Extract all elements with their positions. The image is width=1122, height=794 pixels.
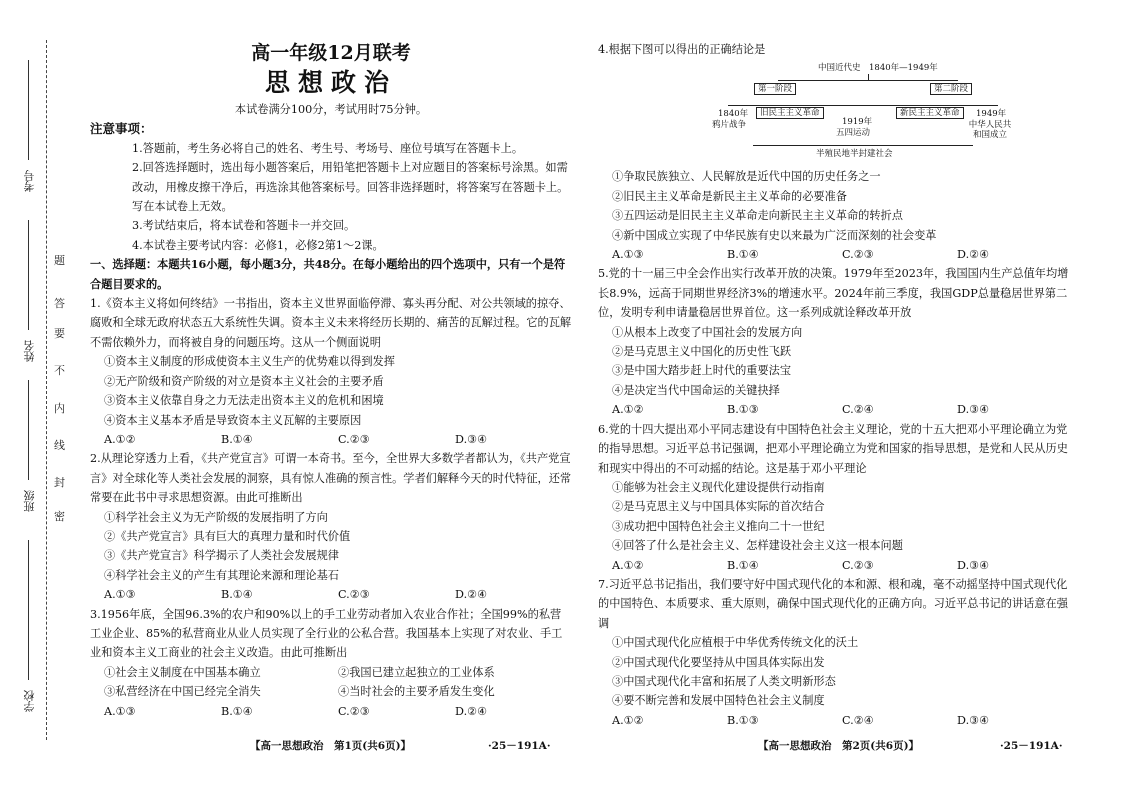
seal-line	[46, 40, 47, 740]
answer-choices	[90, 702, 572, 721]
answer-b[interactable]: B.①④	[727, 558, 759, 572]
option: ③成功把中国特色社会主义推向二十一世纪	[612, 519, 825, 533]
note-item: 3.考试结束后，将本试卷和答题卡一并交回。	[132, 219, 356, 233]
answer-a[interactable]: A.①②	[612, 403, 644, 417]
option: ③中国式现代化丰富和拓展了人类文明新形态	[612, 674, 836, 688]
option: ②我国已建立起独立的工业体系	[338, 665, 495, 679]
option: ②无产阶级和资产阶级的对立是资本主义社会的主要矛盾	[104, 374, 384, 388]
answer-b[interactable]: B.①④	[221, 588, 253, 602]
diagram-line	[728, 105, 998, 106]
page-1-column	[90, 40, 572, 721]
answer-a[interactable]: A.①③	[104, 588, 136, 602]
fill-line-class[interactable]	[28, 380, 29, 480]
seal-char: 不	[54, 364, 65, 377]
option: ②中国式现代化要坚持从中国具体实际出发	[612, 655, 825, 669]
option: ④资本主义基本矛盾是导致资本主义瓦解的主要原因	[104, 413, 362, 427]
option: ①能够为社会主义现代化建设提供行动指南	[612, 480, 825, 494]
footer-page-1: 【高一思想政治 第1页(共6页)】	[250, 740, 412, 752]
option: ④要不断完善和发展中国特色社会主义制度	[612, 694, 825, 708]
diagram-event: 五四运动	[836, 128, 871, 139]
option: ③是中国大踏步赶上时代的重要法宝	[612, 364, 792, 378]
answer-d[interactable]: D.③④	[455, 432, 488, 446]
answer-b[interactable]: B.①③	[727, 403, 759, 417]
note-item: 1.答题前，考生务必将自己的姓名、考生号、考场号、座位号填写在答题卡上。	[132, 141, 524, 155]
exam-info: 本试卷满分100分，考试用时75分钟。	[234, 103, 428, 116]
diagram-event: 鸦片战争	[712, 120, 747, 131]
option: ①科学社会主义为无产阶级的发展指明了方向	[104, 510, 328, 524]
option: ①中国式现代化应植根于中华优秀传统文化的沃土	[612, 636, 859, 650]
exam-subject: 思想政治	[264, 68, 397, 97]
label-name: 姓名	[23, 340, 36, 362]
exam-title: 高一年级12月联考	[251, 42, 411, 64]
option: ③《共产党宣言》科学揭示了人类社会发展规律	[104, 549, 339, 563]
question-1-stem: 1.《资本主义将如何终结》一书指出，资本主义世界面临停滞、寡头再分配、对公共领域的掠夺、腐败和全球无政府状态五大系统性失调。资本主义未来将经历长期的、痛苦的瓦解过程。它的瓦解不需依赖外力，而将被自身的问题压垮。这从一个侧面说明	[90, 297, 572, 349]
answer-d[interactable]: D.③④	[957, 713, 990, 727]
answer-c[interactable]: C.②④	[842, 403, 874, 417]
answer-d[interactable]: D.②④	[957, 248, 990, 262]
diagram-stage-2: 第二阶段	[930, 83, 972, 95]
diagram-line	[778, 80, 958, 81]
option: ④是决定当代中国命运的关键抉择	[612, 383, 780, 397]
answer-a[interactable]: A.①②	[104, 432, 136, 446]
diagram-top-label: 中国近代史 1840年—1949年	[818, 63, 938, 74]
answer-d[interactable]: D.②④	[455, 704, 488, 718]
option-row	[90, 682, 572, 701]
footer-page-2: 【高一思想政治 第2页(共6页)】	[758, 740, 920, 752]
answer-choices	[598, 245, 1072, 264]
answer-choices	[598, 711, 1072, 730]
label-class: 班级	[23, 490, 36, 512]
question-7-stem: 7.习近平总书记指出，我们要守好中国式现代化的本和源、根和魂，毫不动摇坚持中国式现代化的中国特色、本质要求、重大原则，确保中国式现代化的正确方向。习近平总书记的讲话意在强调	[598, 577, 1068, 630]
diagram-stage-1: 第一阶段	[754, 83, 796, 95]
option: ③五四运动是旧民主主义革命走向新民主主义革命的转折点	[612, 209, 903, 223]
option: ④回答了什么是社会主义、怎样建设社会主义这一根本问题	[612, 539, 903, 553]
notes-heading: 注意事项：	[90, 121, 153, 137]
binding-margin	[0, 0, 80, 794]
history-diagram	[712, 63, 1018, 165]
diagram-year: 1919年	[842, 117, 873, 128]
answer-choices	[90, 430, 572, 449]
diagram-year: 1840年	[718, 109, 749, 120]
seal-char: 题	[54, 254, 65, 267]
seal-char: 要	[54, 327, 65, 340]
fill-line-name[interactable]	[28, 220, 29, 330]
option: ①从根本上改变了中国社会的发展方向	[612, 325, 803, 339]
answer-choices	[598, 556, 1072, 575]
label-school: 学校	[23, 690, 36, 712]
option: ②旧民主主义革命是新民主主义革命的必要准备	[612, 189, 847, 203]
option: ②《共产党宣言》具有巨大的真理力量和时代价值	[104, 529, 351, 543]
answer-a[interactable]: A.①②	[612, 713, 644, 727]
answer-choices	[598, 400, 1072, 419]
option: ④当时社会的主要矛盾发生变化	[338, 685, 495, 699]
option: ②是马克思主义中国化的历史性飞跃	[612, 345, 792, 359]
answer-d[interactable]: D.③④	[957, 403, 990, 417]
label-exam-number: 考号	[23, 170, 36, 192]
seal-char: 封	[54, 476, 65, 489]
answer-c[interactable]: C.②③	[842, 558, 874, 572]
option: ①社会主义制度在中国基本确立	[104, 665, 261, 679]
seal-char: 答	[54, 297, 65, 310]
answer-choices	[90, 585, 572, 604]
answer-c[interactable]: C.②③	[338, 704, 370, 718]
note-item: 2.回答选择题时，选出每小题答案后，用铅笔把答题卡上对应题目的答案标号涂黑。如需改动，用橡皮擦干净后，再选涂其他答案标号。回答非选择题时，将答案写在答题卡上。写在本试卷上无效。	[132, 161, 569, 214]
footer-code-2: ·25－191A·	[1000, 740, 1063, 752]
option: ③资本主义依靠自身之力无法走出资本主义的危机和困境	[104, 394, 384, 408]
page-2-column	[598, 40, 1072, 730]
answer-b[interactable]: B.①③	[727, 713, 759, 727]
answer-c[interactable]: C.②④	[842, 713, 874, 727]
diagram-year: 1949年	[976, 109, 1007, 120]
footer-code-1: ·25－191A·	[488, 740, 551, 752]
question-5-stem: 5.党的十一届三中全会作出实行改革开放的决策。1979年至2023年，我国国内生产总值年均增长8.9%，远高于同期世界经济3%的增速水平。2024年前三季度，我国GDP总量稳居世界第二位，发明专利申请量稳居世界首位。这一系列成就诠释改革开放	[598, 267, 1069, 320]
question-2-stem: 2.从理论穿透力上看，《共产党宣言》可谓一本奇书。至今，全世界大多数学者都认为，《共产党宣言》对全球化等人类社会发展的洞察，具有惊人准确的预言性。学者们解释今天的时代特征，还常常要在此书中寻求思想资源。由此可推断出	[90, 452, 572, 505]
answer-a[interactable]: A.①③	[104, 704, 136, 718]
question-4-stem: 4.根据下图可以得出的正确结论是	[598, 43, 766, 56]
answer-c[interactable]: C.②③	[842, 248, 874, 262]
fill-line-school[interactable]	[28, 540, 29, 680]
option: ①资本主义制度的形成使资本主义生产的优势难以得到发挥	[104, 355, 395, 369]
option: ②是马克思主义与中国具体实际的首次结合	[612, 500, 825, 514]
answer-b[interactable]: B.①④	[221, 432, 253, 446]
question-6-stem: 6.党的十四大提出邓小平同志建设有中国特色社会主义理论，党的十五大把邓小平理论确立为党的指导思想。习近平总书记强调，把邓小平理论确立为党和国家的指导思想，是党和人民从历史和现实中得出的不可动摇的结论。这是基于邓小平理论	[598, 422, 1068, 475]
option: ④新中国成立实现了中华民族有史以来最为广泛而深刻的社会变革	[612, 228, 937, 242]
option: ④科学社会主义的产生有其理论来源和理论基石	[104, 568, 339, 582]
option: ①争取民族独立、人民解放是近代中国的历史任务之一	[612, 170, 881, 184]
answer-b[interactable]: B.①④	[221, 704, 253, 718]
diagram-event: 中华人民共和国成立	[968, 120, 1012, 141]
answer-a[interactable]: A.①②	[612, 558, 644, 572]
note-item: 4.本试卷主要考试内容：必修1，必修2第1～2课。	[132, 238, 384, 252]
answer-c[interactable]: C.②③	[338, 588, 370, 602]
question-3-stem: 3.1956年底，全国96.3%的农户和90%以上的手工业劳动者加入农业合作社；全国99%的私营工业企业、85%的私营商业从业人员实现了全行业的公私合营。我国基本上实现了对农业、手工业和资本主义工商业的社会主义改造。由此可推断出	[90, 607, 563, 660]
answer-c[interactable]: C.②③	[338, 432, 370, 446]
diagram-old-revolution: 旧民主主义革命	[756, 107, 824, 119]
answer-d[interactable]: D.③④	[957, 558, 990, 572]
answer-b[interactable]: B.①④	[727, 248, 759, 262]
diagram-new-revolution: 新民主主义革命	[896, 107, 964, 119]
answer-a[interactable]: A.①③	[612, 248, 644, 262]
fill-line-exam-number[interactable]	[28, 60, 29, 160]
answer-d[interactable]: D.②④	[455, 588, 488, 602]
seal-char: 内	[54, 402, 65, 415]
seal-char: 密	[54, 510, 65, 523]
seal-char: 线	[54, 439, 65, 452]
section-heading: 一、选择题：本题共16小题，每小题3分，共48分。在每小题给出的四个选项中，只有一个是符合题目要求的。	[90, 257, 566, 291]
option: ③私营经济在中国已经完全消失	[104, 685, 261, 699]
option-row	[90, 663, 572, 682]
diagram-line	[753, 145, 973, 146]
diagram-society: 半殖民地半封建社会	[816, 149, 893, 160]
